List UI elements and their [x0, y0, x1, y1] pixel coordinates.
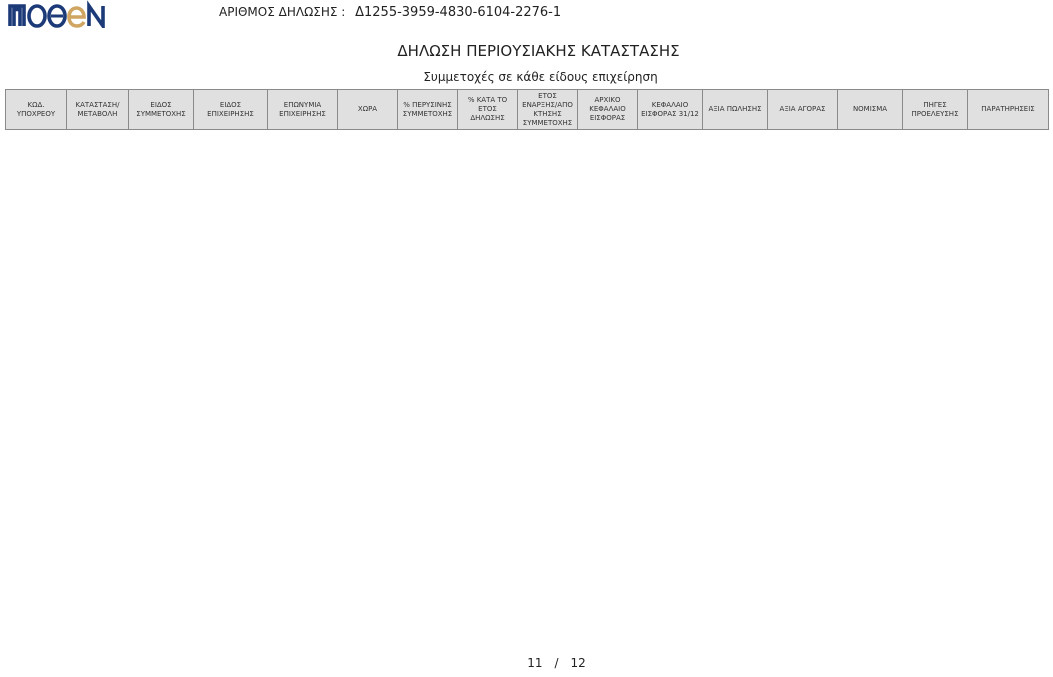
total-pages: 12	[570, 656, 586, 670]
column-header: ΚΕΦΑΛΑΙΟ ΕΙΣΦΟΡΑΣ 31/12	[638, 90, 703, 130]
column-header: ΑΞΙΑ ΠΩΛΗΣΗΣ	[703, 90, 768, 130]
page-title: ΔΗΛΩΣΗ ΠΕΡΙΟΥΣΙΑΚΗΣ ΚΑΤΑΣΤΑΣΗΣ	[397, 42, 680, 60]
column-header: ΠΗΓΕΣ ΠΡΟΕΛΕΥΣΗΣ	[903, 90, 968, 130]
column-header: % ΠΕΡΥΣΙΝΗΣ ΣΥΜΜΕΤΟΧΗΣ	[398, 90, 458, 130]
page-indicator	[0, 656, 1053, 670]
declaration-number-value: Δ1255-3959-4830-6104-2276-1	[355, 5, 562, 20]
column-header: ΝΟΜΙΣΜΑ	[838, 90, 903, 130]
column-header: ΚΩΔ. ΥΠΟΧΡΕΟΥ	[6, 90, 67, 130]
column-header: ΕΠΩΝΥΜΙΑ ΕΠΙΧΕΙΡΗΣΗΣ	[268, 90, 338, 130]
declaration-number-label: ΑΡΙΘΜΟΣ ΔΗΛΩΣΗΣ :	[219, 5, 346, 19]
column-header: ΕΤΟΣ ΕΝΑΡΞΗΣ/ΑΠΟ ΚΤΗΣΗΣ ΣΥΜΜΕΤΟΧΗΣ	[518, 90, 578, 130]
participations-table	[5, 89, 1049, 130]
page-subtitle: Συμμετοχές σε κάθε είδους επιχείρηση	[423, 70, 658, 84]
current-page: 11	[527, 656, 543, 670]
column-header: ΕΙΔΟΣ ΣΥΜΜΕΤΟΧΗΣ	[129, 90, 194, 130]
table-header-row	[6, 90, 1049, 130]
column-header: ΑΞΙΑ ΑΓΟΡΑΣ	[768, 90, 838, 130]
pothen-logo	[8, 0, 108, 28]
column-header: ΠΑΡΑΤΗΡΗΣΕΙΣ	[968, 90, 1049, 130]
column-header: ΚΑΤΑΣΤΑΣΗ/ ΜΕΤΑΒΟΛΗ	[67, 90, 129, 130]
column-header: ΧΩΡΑ	[338, 90, 398, 130]
column-header: ΕΙΔΟΣ ΕΠΙΧΕΙΡΗΣΗΣ	[194, 90, 268, 130]
column-header: % ΚΑΤΑ ΤΟ ΕΤΟΣ ΔΗΛΩΣΗΣ	[458, 90, 518, 130]
page-separator: /	[554, 656, 559, 670]
declaration-number-line	[219, 5, 561, 20]
column-header: ΑΡΧΙΚΟ ΚΕΦΑΛΑΙΟ ΕΙΣΦΟΡΑΣ	[578, 90, 638, 130]
